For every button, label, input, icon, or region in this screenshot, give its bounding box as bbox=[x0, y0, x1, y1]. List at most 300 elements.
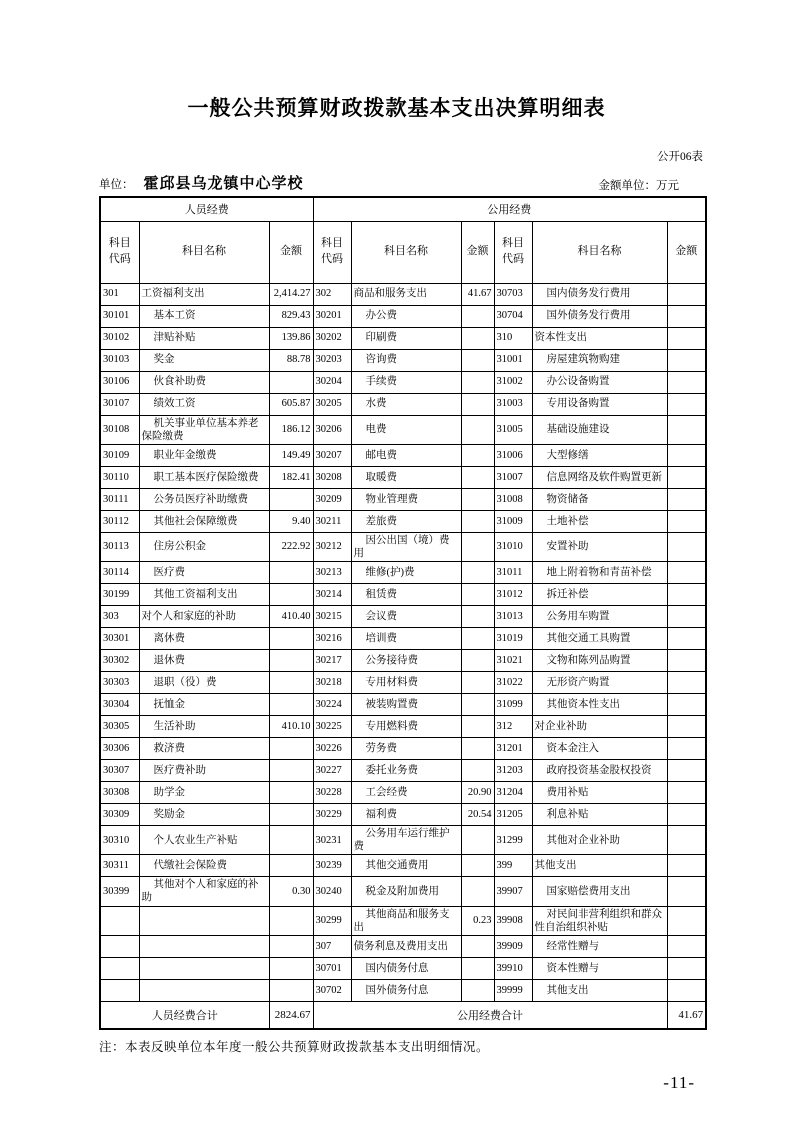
amount-cell bbox=[461, 444, 494, 466]
column-header-name: 科目名称 bbox=[351, 221, 461, 283]
subject-name-cell: 奖励金 bbox=[139, 804, 269, 826]
amount-cell bbox=[269, 694, 313, 716]
amount-cell bbox=[667, 826, 706, 855]
subject-code-cell: 30106 bbox=[100, 371, 139, 393]
amount-cell bbox=[269, 979, 313, 1001]
table-row bbox=[100, 979, 706, 1001]
table-row bbox=[100, 855, 706, 877]
amount-cell bbox=[269, 562, 313, 584]
subject-code-cell: 31099 bbox=[494, 694, 532, 716]
subject-name-cell: 其他对企业补助 bbox=[532, 826, 667, 855]
amount-cell bbox=[461, 877, 494, 906]
subject-name-cell: 福利费 bbox=[351, 804, 461, 826]
table-row bbox=[100, 782, 706, 804]
unit-line bbox=[99, 172, 304, 193]
subject-name-cell: 房屋建筑物购建 bbox=[532, 349, 667, 371]
subject-name-cell: 住房公积金 bbox=[139, 532, 269, 561]
subject-name-cell: 伙食补助费 bbox=[139, 371, 269, 393]
subject-name-cell: 水费 bbox=[351, 393, 461, 415]
subject-code-cell: 30308 bbox=[100, 782, 139, 804]
subject-name-cell: 印刷费 bbox=[351, 327, 461, 349]
amount-cell bbox=[461, 305, 494, 327]
subject-name-cell: 被装购置费 bbox=[351, 694, 461, 716]
subject-name-cell: 对个人和家庭的补助 bbox=[139, 606, 269, 628]
column-header-code: 科目代码 bbox=[313, 221, 351, 283]
amount-cell bbox=[461, 760, 494, 782]
subject-code-cell: 31009 bbox=[494, 510, 532, 532]
table-row bbox=[100, 305, 706, 327]
amount-cell bbox=[269, 957, 313, 979]
subject-code-cell: 30229 bbox=[313, 804, 351, 826]
subject-name-cell: 维修(护)费 bbox=[351, 562, 461, 584]
amount-cell bbox=[667, 349, 706, 371]
subject-code-cell: 30211 bbox=[313, 510, 351, 532]
table-row bbox=[100, 760, 706, 782]
subject-code-cell: 310 bbox=[494, 327, 532, 349]
subject-code-cell: 303 bbox=[100, 606, 139, 628]
subject-name-cell: 离休费 bbox=[139, 628, 269, 650]
amount-cell bbox=[461, 510, 494, 532]
subject-code-cell: 30107 bbox=[100, 393, 139, 415]
subject-code-cell: 301 bbox=[100, 283, 139, 305]
subject-code-cell: 30101 bbox=[100, 305, 139, 327]
amount-cell bbox=[667, 694, 706, 716]
subject-name-cell: 公务接待费 bbox=[351, 650, 461, 672]
amount-cell bbox=[667, 606, 706, 628]
subject-name-cell: 物业管理费 bbox=[351, 488, 461, 510]
table-row bbox=[100, 349, 706, 371]
subject-code-cell: 30227 bbox=[313, 760, 351, 782]
subject-code-cell: 30218 bbox=[313, 672, 351, 694]
subject-name-cell: 取暖费 bbox=[351, 466, 461, 488]
subject-code-cell: 30111 bbox=[100, 488, 139, 510]
public-total-amount: 41.67 bbox=[667, 1001, 706, 1029]
amount-cell bbox=[461, 738, 494, 760]
subject-code-cell: 31006 bbox=[494, 444, 532, 466]
amount-cell bbox=[269, 782, 313, 804]
subject-code-cell: 30301 bbox=[100, 628, 139, 650]
subject-name-cell: 费用补贴 bbox=[532, 782, 667, 804]
subject-name-cell: 专用材料费 bbox=[351, 672, 461, 694]
amount-cell bbox=[667, 584, 706, 606]
meta-row bbox=[99, 172, 705, 193]
table-row bbox=[100, 628, 706, 650]
unit-label: 单位： bbox=[99, 179, 134, 191]
subject-name-cell: 国外债务付息 bbox=[351, 979, 461, 1001]
group-header-row bbox=[100, 197, 706, 221]
amount-cell: 2,414.27 bbox=[269, 283, 313, 305]
subject-name-cell: 国内债务发行费用 bbox=[532, 283, 667, 305]
subject-name-cell: 代缴社会保险费 bbox=[139, 855, 269, 877]
subject-code-cell: 399 bbox=[494, 855, 532, 877]
amount-cell bbox=[667, 672, 706, 694]
subject-code-cell: 31299 bbox=[494, 826, 532, 855]
subject-code-cell: 30240 bbox=[313, 877, 351, 906]
amount-cell: 139.86 bbox=[269, 327, 313, 349]
subject-name-cell: 其他支出 bbox=[532, 979, 667, 1001]
subject-name-cell bbox=[139, 957, 269, 979]
subject-code-cell: 30213 bbox=[313, 562, 351, 584]
subject-name-cell: 其他交通工具购置 bbox=[532, 628, 667, 650]
subject-name-cell: 土地补偿 bbox=[532, 510, 667, 532]
amount-cell bbox=[461, 327, 494, 349]
subject-code-cell: 302 bbox=[313, 283, 351, 305]
subject-name-cell: 机关事业单位基本养老保险缴费 bbox=[139, 415, 269, 444]
page-title: 一般公共预算财政拨款基本支出决算明细表 bbox=[187, 96, 606, 120]
amount-cell bbox=[667, 562, 706, 584]
subject-code-cell: 31010 bbox=[494, 532, 532, 561]
column-header-amount: 金额 bbox=[269, 221, 313, 283]
amount-cell bbox=[667, 738, 706, 760]
subject-name-cell: 其他对个人和家庭的补助 bbox=[139, 877, 269, 906]
amount-cell: 222.92 bbox=[269, 532, 313, 561]
amount-cell bbox=[269, 826, 313, 855]
column-header-name: 科目名称 bbox=[139, 221, 269, 283]
amount-cell bbox=[667, 877, 706, 906]
table-row bbox=[100, 906, 706, 935]
subject-name-cell: 无形资产购置 bbox=[532, 672, 667, 694]
subject-name-cell: 奖金 bbox=[139, 349, 269, 371]
subject-code-cell: 30108 bbox=[100, 415, 139, 444]
subject-name-cell: 会议费 bbox=[351, 606, 461, 628]
form-number: 公开06表 bbox=[657, 151, 703, 163]
amount-cell bbox=[461, 935, 494, 957]
subject-name-cell: 抚恤金 bbox=[139, 694, 269, 716]
subject-code-cell: 30110 bbox=[100, 466, 139, 488]
column-header-amount: 金额 bbox=[667, 221, 706, 283]
subject-name-cell: 商品和服务支出 bbox=[351, 283, 461, 305]
subject-code-cell: 30304 bbox=[100, 694, 139, 716]
amount-cell bbox=[269, 584, 313, 606]
subject-name-cell: 办公费 bbox=[351, 305, 461, 327]
amount-cell bbox=[461, 562, 494, 584]
amount-cell: 20.54 bbox=[461, 804, 494, 826]
amount-cell bbox=[667, 532, 706, 561]
amount-cell bbox=[269, 906, 313, 935]
table-note: 注：本表反映单位本年度一般公共预算财政拨款基本支出明细情况。 bbox=[99, 1040, 490, 1055]
subject-code-cell: 30109 bbox=[100, 444, 139, 466]
subject-code-cell: 39910 bbox=[494, 957, 532, 979]
subject-code-cell: 31019 bbox=[494, 628, 532, 650]
amount-cell: 41.67 bbox=[461, 283, 494, 305]
expenditure-table bbox=[99, 196, 707, 1030]
amount-cell: 410.40 bbox=[269, 606, 313, 628]
subject-code-cell: 30102 bbox=[100, 327, 139, 349]
subject-name-cell: 大型修缮 bbox=[532, 444, 667, 466]
amount-cell bbox=[461, 466, 494, 488]
amount-cell: 149.49 bbox=[269, 444, 313, 466]
amount-cell bbox=[461, 415, 494, 444]
amount-cell: 9.40 bbox=[269, 510, 313, 532]
subject-code-cell: 31008 bbox=[494, 488, 532, 510]
subject-code-cell: 30208 bbox=[313, 466, 351, 488]
subject-code-cell: 31003 bbox=[494, 393, 532, 415]
amount-cell: 182.41 bbox=[269, 466, 313, 488]
subject-name-cell: 办公设备购置 bbox=[532, 371, 667, 393]
subject-name-cell: 其他资本性支出 bbox=[532, 694, 667, 716]
table-row bbox=[100, 488, 706, 510]
subject-code-cell: 30302 bbox=[100, 650, 139, 672]
subject-code-cell: 30209 bbox=[313, 488, 351, 510]
subject-code-cell: 31005 bbox=[494, 415, 532, 444]
table-row bbox=[100, 532, 706, 561]
amount-cell bbox=[461, 650, 494, 672]
table-row bbox=[100, 935, 706, 957]
public-total-label: 公用经费合计 bbox=[313, 1001, 667, 1029]
subject-code-cell: 30114 bbox=[100, 562, 139, 584]
subject-name-cell: 信息网络及软件购置更新 bbox=[532, 466, 667, 488]
subject-name-cell: 个人农业生产补贴 bbox=[139, 826, 269, 855]
amount-cell bbox=[461, 826, 494, 855]
amount-cell: 88.78 bbox=[269, 349, 313, 371]
subject-name-cell: 医疗费 bbox=[139, 562, 269, 584]
subject-code-cell: 30310 bbox=[100, 826, 139, 855]
subject-name-cell: 劳务费 bbox=[351, 738, 461, 760]
table-row bbox=[100, 562, 706, 584]
amount-cell bbox=[667, 650, 706, 672]
subject-code-cell: 30305 bbox=[100, 716, 139, 738]
subject-code-cell: 31022 bbox=[494, 672, 532, 694]
subject-name-cell: 基本工资 bbox=[139, 305, 269, 327]
table-row bbox=[100, 606, 706, 628]
subject-code-cell: 30311 bbox=[100, 855, 139, 877]
subject-name-cell: 公务用车运行维护费 bbox=[351, 826, 461, 855]
subject-name-cell: 职业年金缴费 bbox=[139, 444, 269, 466]
subject-code-cell: 30224 bbox=[313, 694, 351, 716]
subject-name-cell: 退职（役）费 bbox=[139, 672, 269, 694]
amount-cell bbox=[461, 694, 494, 716]
amount-cell bbox=[461, 672, 494, 694]
subject-name-cell: 救济费 bbox=[139, 738, 269, 760]
subject-name-cell: 对民间非营利组织和群众性自治组织补贴 bbox=[532, 906, 667, 935]
subject-name-cell: 因公出国（境）费用 bbox=[351, 532, 461, 561]
amount-cell bbox=[269, 628, 313, 650]
subject-code-cell bbox=[100, 935, 139, 957]
subject-code-cell: 31001 bbox=[494, 349, 532, 371]
table-row bbox=[100, 584, 706, 606]
column-header-code: 科目代码 bbox=[494, 221, 532, 283]
subject-code-cell: 39907 bbox=[494, 877, 532, 906]
subject-name-cell: 津贴补贴 bbox=[139, 327, 269, 349]
subject-code-cell: 31204 bbox=[494, 782, 532, 804]
subject-code-cell: 30206 bbox=[313, 415, 351, 444]
amount-cell bbox=[269, 935, 313, 957]
subject-code-cell: 31007 bbox=[494, 466, 532, 488]
subject-name-cell: 工会经费 bbox=[351, 782, 461, 804]
table-row bbox=[100, 415, 706, 444]
amount-cell bbox=[667, 628, 706, 650]
table-row bbox=[100, 804, 706, 826]
subject-code-cell: 30306 bbox=[100, 738, 139, 760]
amount-cell bbox=[667, 716, 706, 738]
amount-cell bbox=[667, 371, 706, 393]
subject-code-cell: 31021 bbox=[494, 650, 532, 672]
amount-cell bbox=[667, 444, 706, 466]
subject-name-cell: 退休费 bbox=[139, 650, 269, 672]
unit-name: 霍邱县乌龙镇中心学校 bbox=[143, 176, 304, 192]
subject-name-cell: 国外债务发行费用 bbox=[532, 305, 667, 327]
table-row bbox=[100, 371, 706, 393]
table-row bbox=[100, 444, 706, 466]
amount-cell bbox=[461, 716, 494, 738]
amount-cell bbox=[667, 979, 706, 1001]
column-header-name: 科目名称 bbox=[532, 221, 667, 283]
amount-cell bbox=[461, 532, 494, 561]
subject-code-cell: 30309 bbox=[100, 804, 139, 826]
amount-cell bbox=[269, 488, 313, 510]
column-header-row bbox=[100, 221, 706, 283]
subject-code-cell: 30212 bbox=[313, 532, 351, 561]
subject-name-cell: 债务利息及费用支出 bbox=[351, 935, 461, 957]
page-number: -11- bbox=[663, 1073, 695, 1093]
subject-name-cell: 政府投资基金股权投资 bbox=[532, 760, 667, 782]
amount-cell bbox=[269, 804, 313, 826]
amount-cell bbox=[461, 979, 494, 1001]
subject-name-cell: 物资储备 bbox=[532, 488, 667, 510]
content-area bbox=[99, 148, 705, 1093]
subject-code-cell: 31203 bbox=[494, 760, 532, 782]
table-row bbox=[100, 716, 706, 738]
amount-cell bbox=[461, 349, 494, 371]
subject-code-cell: 30704 bbox=[494, 305, 532, 327]
subject-name-cell: 安置补助 bbox=[532, 532, 667, 561]
amount-cell bbox=[667, 415, 706, 444]
amount-cell bbox=[667, 804, 706, 826]
subject-name-cell: 绩效工资 bbox=[139, 393, 269, 415]
subject-name-cell: 文物和陈列品购置 bbox=[532, 650, 667, 672]
subject-code-cell: 312 bbox=[494, 716, 532, 738]
subject-name-cell: 资本性赠与 bbox=[532, 957, 667, 979]
subject-code-cell: 30703 bbox=[494, 283, 532, 305]
amount-cell bbox=[461, 393, 494, 415]
subject-code-cell: 30228 bbox=[313, 782, 351, 804]
subject-code-cell: 30307 bbox=[100, 760, 139, 782]
group-header-public: 公用经费 bbox=[313, 197, 706, 221]
amount-cell bbox=[667, 283, 706, 305]
amount-unit-label: 金额单位：万元 bbox=[598, 180, 679, 192]
subject-name-cell: 工资福利支出 bbox=[139, 283, 269, 305]
table-row bbox=[100, 283, 706, 305]
amount-cell: 0.23 bbox=[461, 906, 494, 935]
subject-name-cell: 专用设备购置 bbox=[532, 393, 667, 415]
amount-cell bbox=[461, 606, 494, 628]
amount-cell bbox=[667, 855, 706, 877]
amount-cell bbox=[667, 327, 706, 349]
subject-code-cell: 30239 bbox=[313, 855, 351, 877]
table-row bbox=[100, 694, 706, 716]
subject-code-cell: 30217 bbox=[313, 650, 351, 672]
amount-cell: 20.90 bbox=[461, 782, 494, 804]
subject-name-cell: 专用燃料费 bbox=[351, 716, 461, 738]
subject-name-cell: 委托业务费 bbox=[351, 760, 461, 782]
table-row bbox=[100, 510, 706, 532]
subject-code-cell: 30201 bbox=[313, 305, 351, 327]
subject-name-cell: 医疗费补助 bbox=[139, 760, 269, 782]
table-row bbox=[100, 672, 706, 694]
personnel-total-label: 人员经费合计 bbox=[100, 1001, 269, 1029]
subject-code-cell: 31201 bbox=[494, 738, 532, 760]
table-row bbox=[100, 957, 706, 979]
subject-code-cell: 30207 bbox=[313, 444, 351, 466]
subject-name-cell: 国内债务付息 bbox=[351, 957, 461, 979]
subject-code-cell: 30204 bbox=[313, 371, 351, 393]
amount-cell bbox=[667, 393, 706, 415]
amount-cell bbox=[667, 488, 706, 510]
subject-code-cell: 39909 bbox=[494, 935, 532, 957]
table-row bbox=[100, 877, 706, 906]
subject-name-cell: 其他社会保障缴费 bbox=[139, 510, 269, 532]
subject-name-cell: 利息补贴 bbox=[532, 804, 667, 826]
subject-code-cell: 30205 bbox=[313, 393, 351, 415]
amount-cell bbox=[667, 466, 706, 488]
subject-name-cell: 助学金 bbox=[139, 782, 269, 804]
subject-name-cell bbox=[139, 935, 269, 957]
subject-name-cell: 国家赔偿费用支出 bbox=[532, 877, 667, 906]
amount-cell bbox=[461, 628, 494, 650]
subject-code-cell: 30702 bbox=[313, 979, 351, 1001]
subject-code-cell: 30231 bbox=[313, 826, 351, 855]
amount-cell bbox=[461, 488, 494, 510]
subject-name-cell: 地上附着物和青苗补偿 bbox=[532, 562, 667, 584]
subject-code-cell: 39999 bbox=[494, 979, 532, 1001]
subject-name-cell: 基础设施建设 bbox=[532, 415, 667, 444]
amount-cell bbox=[667, 906, 706, 935]
subject-name-cell: 租赁费 bbox=[351, 584, 461, 606]
amount-cell bbox=[269, 371, 313, 393]
subject-name-cell: 经常性赠与 bbox=[532, 935, 667, 957]
subject-name-cell: 拆迁补偿 bbox=[532, 584, 667, 606]
subject-code-cell: 30226 bbox=[313, 738, 351, 760]
subject-name-cell: 对企业补助 bbox=[532, 716, 667, 738]
subject-code-cell bbox=[100, 979, 139, 1001]
amount-cell bbox=[667, 957, 706, 979]
table-row bbox=[100, 738, 706, 760]
subject-name-cell: 公务员医疗补助缴费 bbox=[139, 488, 269, 510]
subject-name-cell: 邮电费 bbox=[351, 444, 461, 466]
subject-code-cell bbox=[100, 906, 139, 935]
table-row bbox=[100, 466, 706, 488]
amount-cell: 605.87 bbox=[269, 393, 313, 415]
amount-cell bbox=[461, 584, 494, 606]
subject-name-cell: 差旅费 bbox=[351, 510, 461, 532]
group-header-personnel: 人员经费 bbox=[100, 197, 313, 221]
subject-name-cell: 手续费 bbox=[351, 371, 461, 393]
subject-code-cell: 31013 bbox=[494, 606, 532, 628]
subject-code-cell: 31011 bbox=[494, 562, 532, 584]
amount-cell bbox=[667, 760, 706, 782]
subject-name-cell: 资本金注入 bbox=[532, 738, 667, 760]
subject-name-cell bbox=[139, 906, 269, 935]
personnel-total-amount: 2824.67 bbox=[269, 1001, 313, 1029]
amount-cell bbox=[269, 760, 313, 782]
amount-cell bbox=[269, 650, 313, 672]
subject-name-cell: 公务用车购置 bbox=[532, 606, 667, 628]
subject-code-cell: 30214 bbox=[313, 584, 351, 606]
subject-name-cell: 其他商品和服务支出 bbox=[351, 906, 461, 935]
subject-name-cell bbox=[139, 979, 269, 1001]
table-row bbox=[100, 826, 706, 855]
amount-cell bbox=[269, 738, 313, 760]
subject-name-cell: 其他工资福利支出 bbox=[139, 584, 269, 606]
subject-code-cell bbox=[100, 957, 139, 979]
subject-code-cell: 30701 bbox=[313, 957, 351, 979]
subject-name-cell: 电费 bbox=[351, 415, 461, 444]
subject-code-cell: 30202 bbox=[313, 327, 351, 349]
amount-cell bbox=[461, 957, 494, 979]
subject-code-cell: 30215 bbox=[313, 606, 351, 628]
amount-cell: 829.43 bbox=[269, 305, 313, 327]
subject-code-cell: 307 bbox=[313, 935, 351, 957]
